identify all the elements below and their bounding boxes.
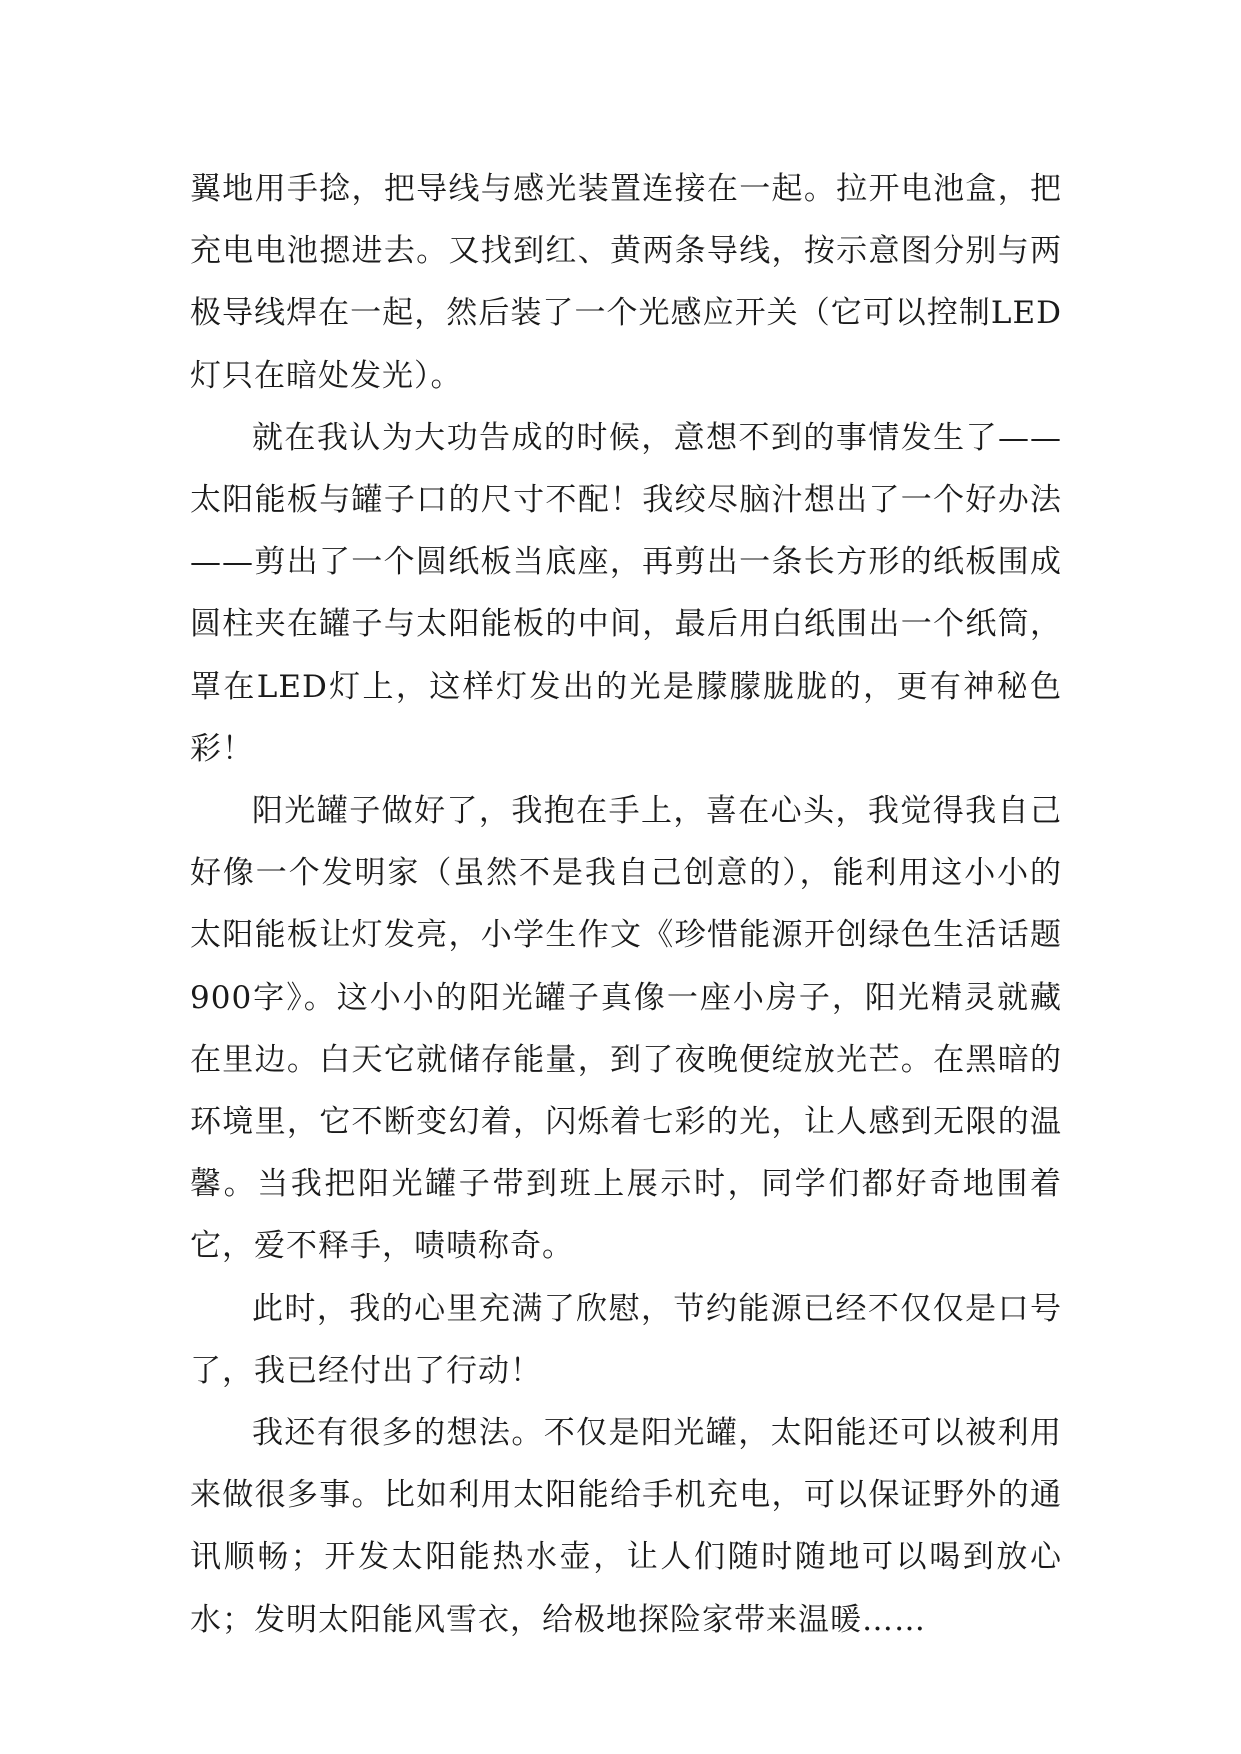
paragraph-2: 就在我认为大功告成的时候，意想不到的事情发生了——太阳能板与罐子口的尺寸不配！我绞尽脑汁想出了一个好办法——剪出了一个圆纸板当底座，再剪出一条长方形的纸板围成圆柱夹在罐子与太阳能板的中间，最后用白纸围出一个纸筒，罩在LED灯上，这样灯发出的光是朦朦胧胧的，更有神秘色彩！ — [190, 419, 1062, 767]
paragraph-4: 此时，我的心里充满了欣慰，节约能源已经不仅仅是口号了，我已经付出了行动！ — [190, 1290, 1062, 1389]
paragraph-1: 翼地用手捻，把导线与感光装置连接在一起。拉开电池盒，把充电电池摁进去。又找到红、黄两条导线，按示意图分别与两极导线焊在一起，然后装了一个光感应开关（它可以控制LED灯只在暗处发光）。 — [190, 171, 1062, 394]
paragraph-3: 阳光罐子做好了，我抱在手上，喜在心头，我觉得我自己好像一个发明家（虽然不是我自己创意的），能利用这小小的太阳能板让灯发亮，小学生作文《珍惜能源开创绿色生活话题900字》。这小小的阳光罐子真像一座小房子，阳光精灵就藏在里边。白天它就储存能量，到了夜晚便绽放光芒。在黑暗的环境里，它不断变幻着，闪烁着七彩的光，让人感到无限的温馨。当我把阳光罐子带到班上展示时，同学们都好奇地围着它，爱不释手，啧啧称奇。 — [190, 793, 1062, 1265]
paragraph-5: 我还有很多的想法。不仅是阳光罐，太阳能还可以被利用来做很多事。比如利用太阳能给手机充电，可以保证野外的通讯顺畅；开发太阳能热水壶，让人们随时随地可以喝到放心水；发明太阳能风雪衣，给极地探险家带来温暖…… — [190, 1415, 1062, 1638]
document-body — [190, 158, 1062, 1651]
